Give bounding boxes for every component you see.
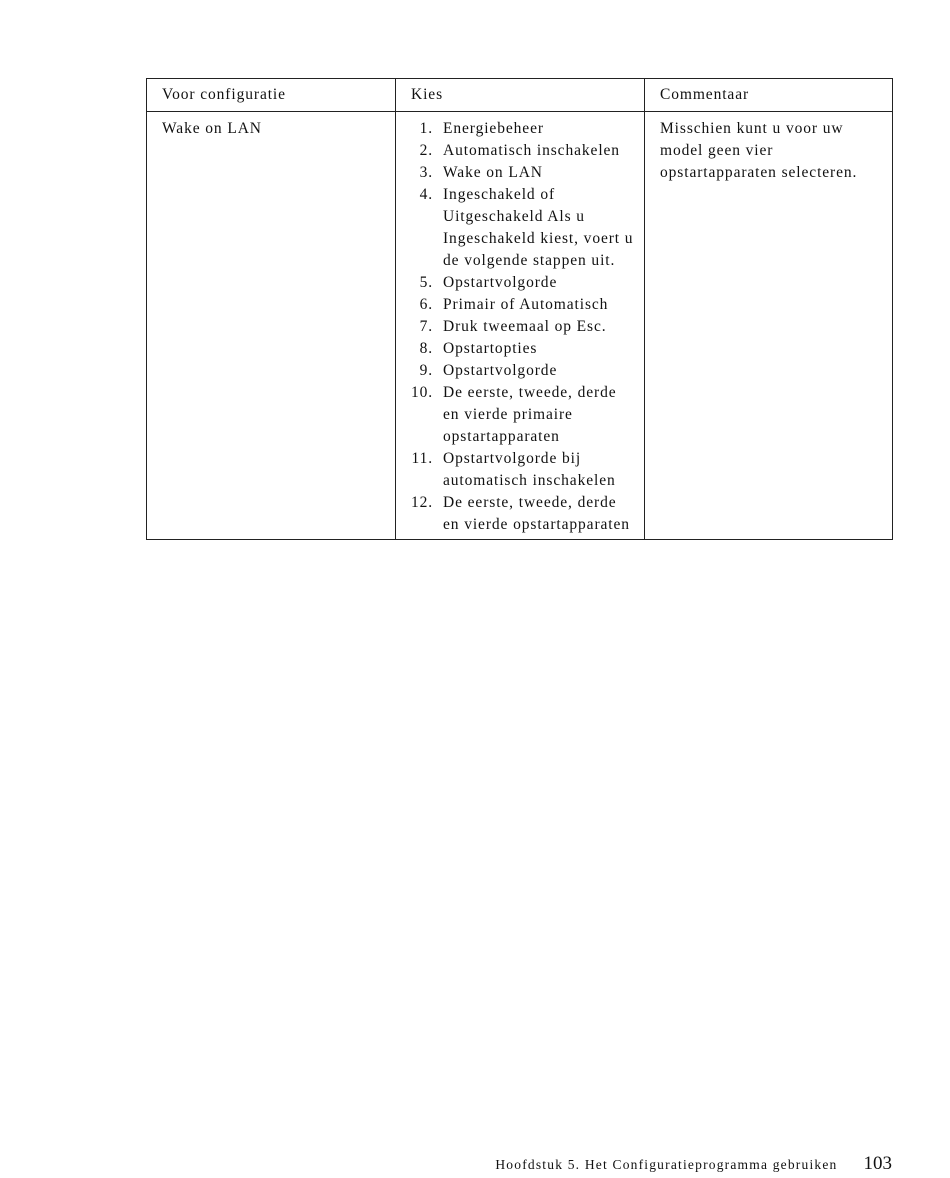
configuration-table xyxy=(146,78,893,540)
list-item xyxy=(411,140,634,162)
step-text: Primair of Automatisch xyxy=(443,296,609,313)
page-number: 103 xyxy=(863,1153,892,1174)
step-number: 6. xyxy=(419,296,433,313)
step-text: De eerste, tweede, derde en vierde primaire opstartapparaten xyxy=(443,384,617,445)
step-text: De eerste, tweede, derde en vierde opstartapparaten xyxy=(443,494,630,533)
step-number: 10. xyxy=(411,384,434,401)
setting-cell xyxy=(147,112,396,540)
step-number: 9. xyxy=(419,362,433,379)
step-text: Ingeschakeld of Uitgeschakeld Als u Ingeschakeld kiest, voert u de volgende stappen uit. xyxy=(443,186,634,269)
steps-list xyxy=(411,118,634,536)
page-footer xyxy=(495,1153,892,1175)
step-number: 1. xyxy=(419,120,433,137)
step-number: 7. xyxy=(419,318,433,335)
step-text: Opstartvolgorde xyxy=(443,362,558,379)
chapter-title: Hoofdstuk 5. Het Configuratieprogramma gebruiken xyxy=(495,1157,838,1172)
list-item xyxy=(411,360,634,382)
list-item xyxy=(411,382,634,448)
step-text: Opstartvolgorde xyxy=(443,274,558,291)
comment-cell xyxy=(645,112,893,540)
list-item xyxy=(411,448,634,492)
list-item xyxy=(411,184,634,272)
list-item xyxy=(411,162,634,184)
step-text: Wake on LAN xyxy=(443,164,543,181)
step-text: Opstartvolgorde bij automatisch inschakelen xyxy=(443,450,616,489)
step-text: Druk tweemaal op Esc. xyxy=(443,318,607,335)
step-text: Opstartopties xyxy=(443,340,538,357)
list-item xyxy=(411,338,634,360)
step-number: 8. xyxy=(419,340,433,357)
list-item xyxy=(411,118,634,140)
step-number: 12. xyxy=(411,494,434,511)
table-header-row xyxy=(147,79,893,112)
step-text: Energiebeheer xyxy=(443,120,544,137)
list-item xyxy=(411,294,634,316)
header-voor-configuratie: Voor configuratie xyxy=(147,79,396,112)
list-item xyxy=(411,272,634,294)
step-number: 4. xyxy=(419,186,433,203)
comment-text: Misschien kunt u voor uw model geen vier opstartapparaten selecteren. xyxy=(660,120,858,181)
step-number: 3. xyxy=(419,164,433,181)
step-number: 5. xyxy=(419,274,433,291)
header-kies: Kies xyxy=(396,79,645,112)
step-number: 2. xyxy=(419,142,433,159)
table-row xyxy=(147,112,893,540)
setting-name: Wake on LAN xyxy=(162,120,262,137)
list-item xyxy=(411,316,634,338)
list-item xyxy=(411,492,634,536)
steps-cell xyxy=(396,112,645,540)
header-commentaar: Commentaar xyxy=(645,79,893,112)
step-text: Automatisch inschakelen xyxy=(443,142,620,159)
step-number: 11. xyxy=(411,450,433,467)
